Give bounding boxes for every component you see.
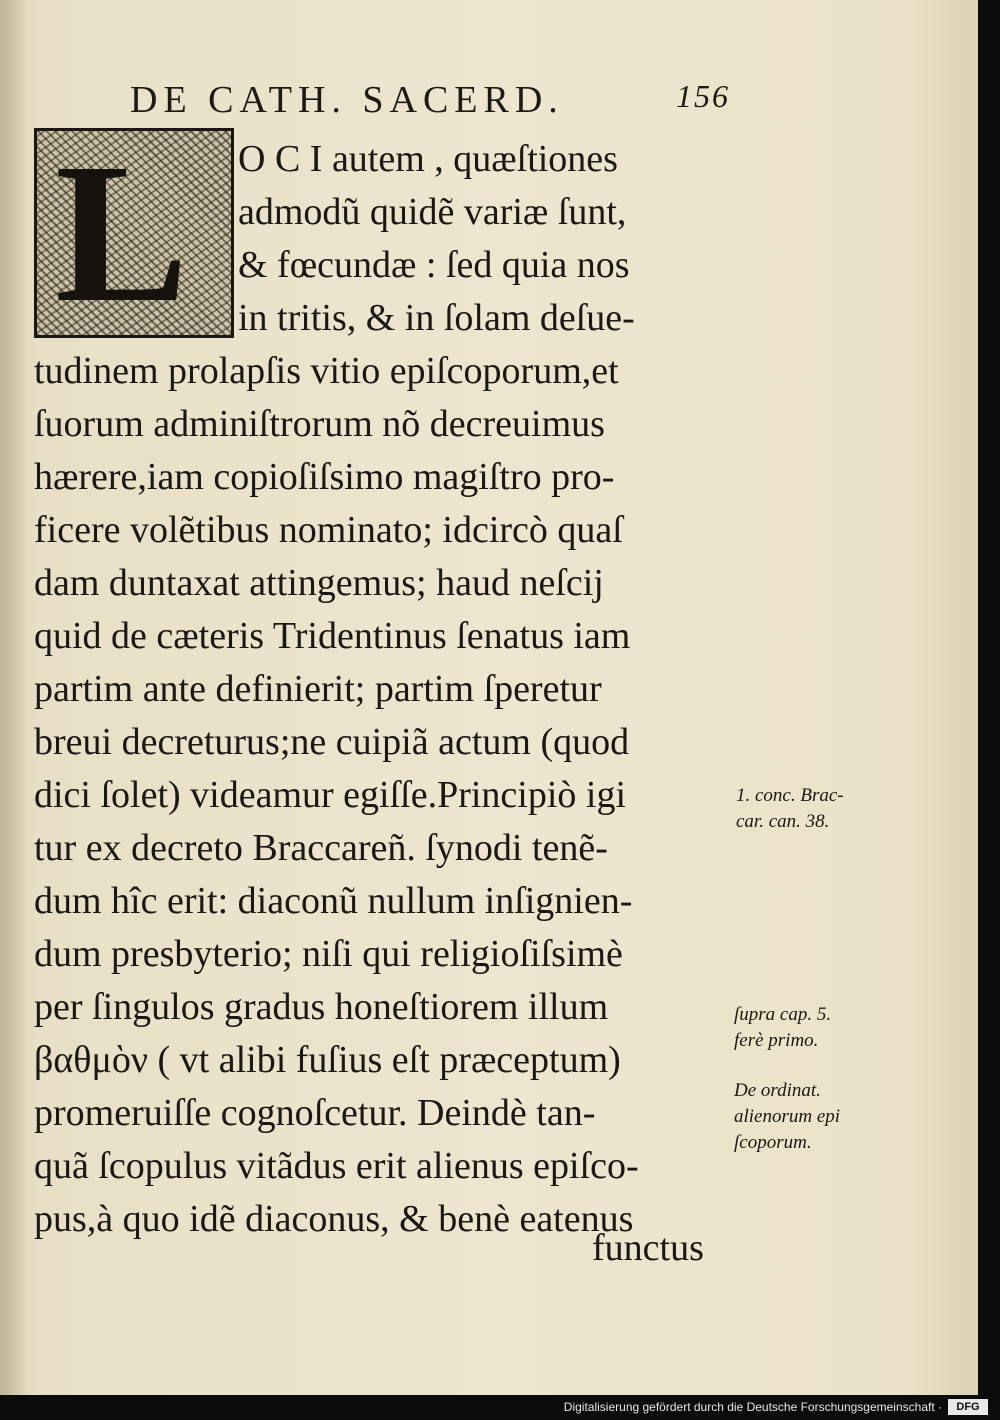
- running-title: DE CATH. SACERD.: [130, 79, 564, 121]
- text-line: O C I autem , quæſtiones: [238, 138, 618, 180]
- text-line: ficere volẽtibus nominato; idcircò quaſ: [34, 509, 623, 551]
- text-line: dam duntaxat attingemus; haud neſcij: [34, 562, 604, 604]
- text-line: & fœcundæ : ſed quia nos: [238, 244, 630, 286]
- text-line: admodũ quidẽ variæ ſunt,: [238, 191, 627, 233]
- marginal-note: De ordinat.: [734, 1080, 821, 1101]
- text-line: βαθμὸν ( vt alibi fuſius eſt præceptum): [34, 1039, 621, 1081]
- text-line: tur ex decreto Braccareñ. ſynodi tenẽ-: [34, 827, 608, 869]
- marginal-note: 1. conc. Brac-: [736, 785, 844, 806]
- page-gutter-shadow: [0, 0, 26, 1395]
- text-line: breui decreturus;ne cuipiã actum (quod: [34, 721, 630, 763]
- dfg-logo: DFG: [948, 1399, 988, 1415]
- text-line: ſuorum adminiſtrorum nõ decreuimus: [34, 403, 605, 445]
- marginal-note: car. can. 38.: [736, 811, 830, 832]
- text-line: partim ante definierit; partim ſperetur: [34, 668, 602, 710]
- text-line: quã ſcopulus vitãdus erit alienus epiſco-: [34, 1145, 639, 1187]
- marginal-note: ferè primo.: [734, 1030, 819, 1051]
- woodcut-initial: [34, 123, 234, 344]
- digitization-credit: Digitalisierung gefördert durch die Deutsche Forschungsgemeinschaft ·: [563, 1400, 942, 1414]
- catchword: functus: [592, 1227, 704, 1269]
- text-line: dum hîc erit: diaconũ nullum inſignien-: [34, 880, 633, 922]
- text-line: dum presbyterio; niſi qui religioſiſsimè: [34, 933, 623, 975]
- marginal-note: alienorum epi: [734, 1106, 841, 1127]
- marginal-note: ſupra cap. 5.: [734, 1004, 832, 1025]
- initial-letter: L: [55, 123, 189, 344]
- text-line: pus,à quo idẽ diaconus, & benè eatenus: [34, 1198, 634, 1240]
- text-line: promeruiſſe cognoſcetur. Deindè tan-: [34, 1092, 596, 1134]
- running-header: [130, 78, 730, 128]
- text-line: quid de cæteris Tridentinus ſenatus iam: [34, 615, 631, 657]
- text-line: hærere,iam copioſiſsimo magiſtro pro-: [34, 456, 615, 498]
- marginal-note: ſcoporum.: [734, 1132, 812, 1153]
- text-line: tudinem prolapſis vitio epiſcoporum,et: [34, 350, 619, 392]
- page-number: 156: [676, 78, 730, 114]
- text-line: in tritis, & in ſolam deſue-: [238, 297, 635, 339]
- text-line: per ſingulos gradus honeſtiorem illum: [34, 986, 609, 1028]
- text-line: dici ſolet) videamur egiſſe.Principiò igi: [34, 774, 627, 816]
